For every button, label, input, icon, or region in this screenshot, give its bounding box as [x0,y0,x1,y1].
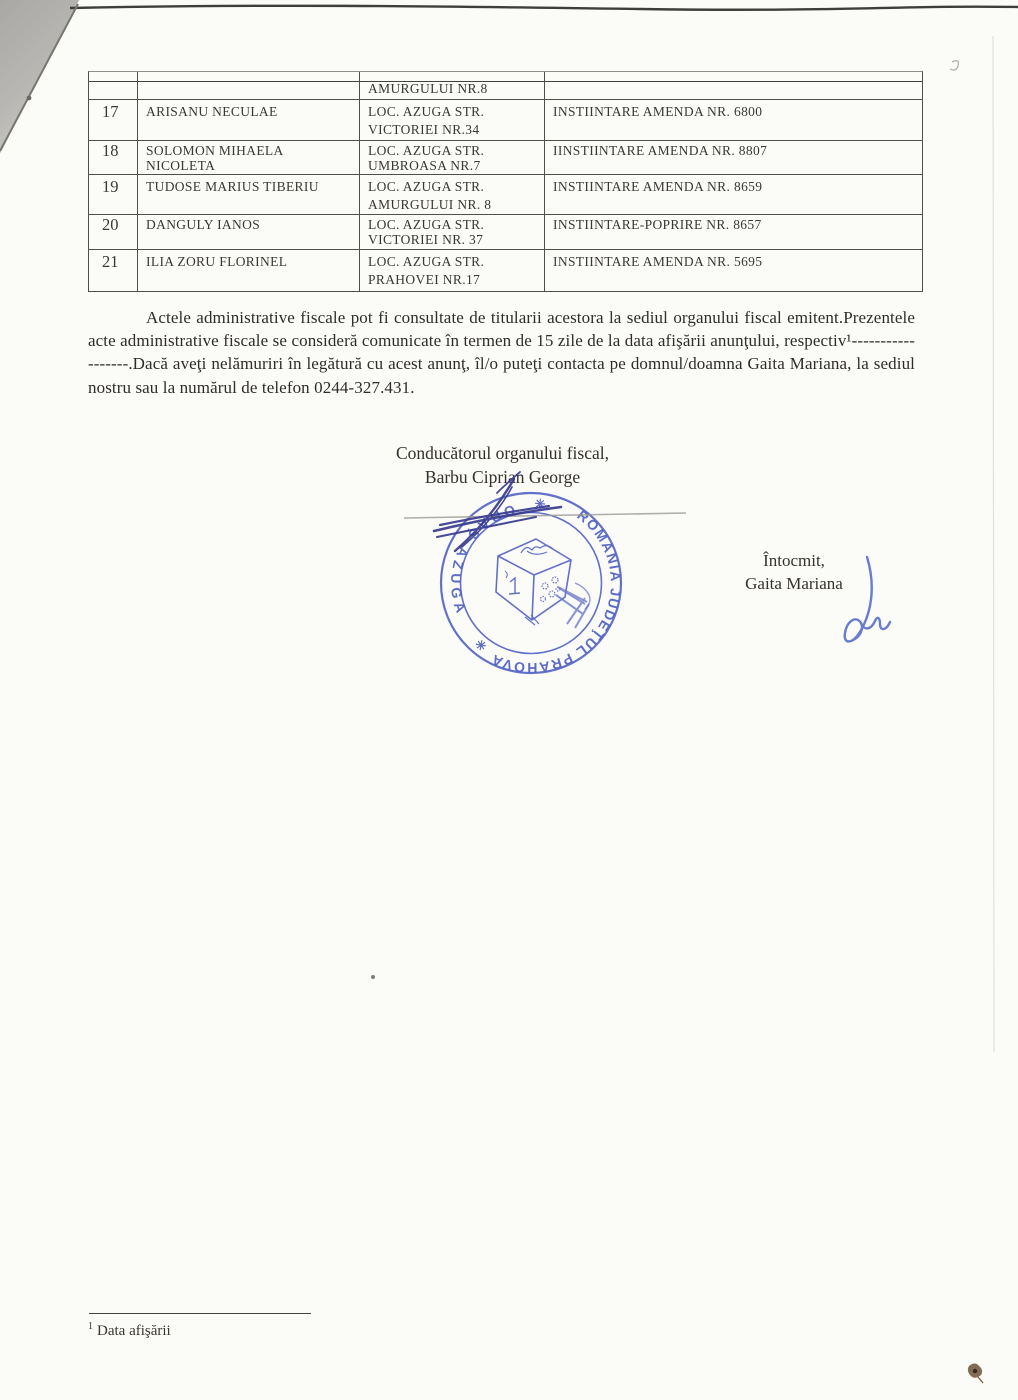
act-cell: IINSTIINTARE AMENDA NR. 8807 [553,143,768,158]
act-cell: INSTIINTARE AMENDA NR. 5695 [553,254,763,269]
footnote-rule [89,1313,311,1314]
ink-speck [371,975,375,979]
footnote [88,1321,171,1340]
page-top-edge [70,6,1018,10]
prepared-by-label: Întocmit, [763,551,825,570]
act-cell: INSTIINTARE AMENDA NR. 8659 [553,179,763,194]
row-number-cell: 17 [89,100,138,140]
clipped-address-text: AMURGULUI NR.8 [368,82,488,96]
row-number-cell: 18 [89,141,138,174]
stamp-ring-text-right: ROMANIA JUDEŢUL PRAHOVA [488,506,625,677]
stamp-star-bottom-icon: ✳ [472,635,490,655]
table-row [89,214,922,249]
coat-of-arms-icon [496,539,590,628]
round-official-stamp [437,489,625,677]
act-cell: INSTIINTARE AMENDA NR. 6800 [553,104,763,119]
table-row [89,249,922,291]
address-cell: LOC. AZUGA STR. VICTORIEI NR.34 [360,100,545,140]
footnote-text: Data afişării [97,1323,171,1339]
address-cell: LOC. AZUGA STR. VICTORIEI NR. 37 [360,215,545,249]
address-overflow-cell [360,82,545,99]
fiscal-head-title: Conducătorul organului fiscal, [395,443,610,463]
table-row [89,99,922,140]
prepared-by-name: Gaita Mariana [745,574,843,593]
scan-corner-fold [0,0,92,160]
fiscal-head-signature-block [300,441,705,489]
stamp-ring-text-left: ORAŞ AZUGA [447,501,518,620]
table-row [89,140,922,174]
table-row [89,174,922,214]
scan-edge-line-right [993,36,994,1052]
fiscal-head-name: Barbu Ciprian George [424,467,581,487]
act-cell: INSTIINTARE-POPRIRE NR. 8657 [553,217,762,232]
address-cell: LOC. AZUGA STR. AMURGULUI NR. 8 [360,175,545,214]
name-cell: ARISANU NECULAE [138,100,360,140]
table-row-gap [89,72,922,81]
name-cell: ILIA ZORU FLORINEL [138,250,360,291]
footnote-marker: 1 [88,1321,93,1332]
notice-paragraph: Actele administrative fiscale pot fi consultate de titularii acestora la sediul organului fiscal emitent.Prezentele acte administrative fiscale se consideră comunicate în termen de 15 zile de la data afişării anunţului, respectiv¹------------------.Dacă aveţi nelămuriri în legătură cu acest anunţ, îl/o puteţi contacta pe domnul/doamna Gaita Mariana, la sediul nostru sau la numărul de telefon 0244-327.431. [88,308,915,397]
address-cell: LOC. AZUGA STR. UMBROASA NR.7 [360,141,545,174]
row-number-cell: 19 [89,175,138,214]
address-cell: LOC. AZUGA STR. PRAHOVEI NR.17 [360,250,545,291]
name-cell: TUDOSE MARIUS TIBERIU [138,175,360,214]
row-number-cell: 21 [89,250,138,291]
row-number-cell: 20 [89,215,138,249]
fiscal-acts-table [88,71,923,292]
prepared-by-block [726,549,862,595]
faint-mark-top-right [950,61,958,70]
smudge-bottom-right [968,1364,983,1384]
name-cell: SOLOMON MIHAELA NICOLETA [138,141,360,174]
table-row-partial [89,81,922,99]
stamp-star-top-icon: ✳ [534,496,546,512]
name-cell: DANGULY IANOS [138,215,360,249]
